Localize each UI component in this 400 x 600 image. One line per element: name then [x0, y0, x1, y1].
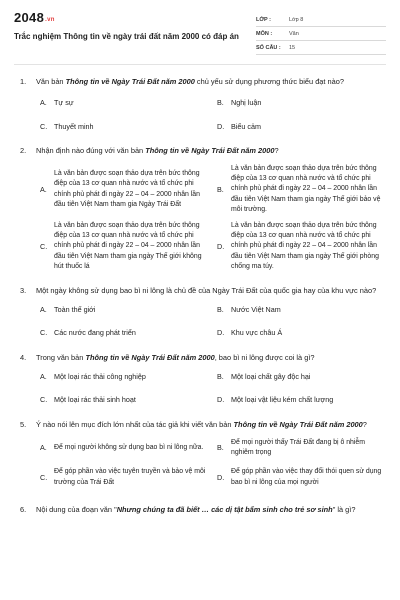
option-text: Một loại rác thải công nghiệp [54, 372, 146, 382]
option-text: Để góp phần vào việc tuyên truyền và bảo vệ môi trường của Trái Đất [54, 468, 206, 486]
option-letter: C. [40, 328, 48, 338]
question-body [32, 76, 386, 87]
option-text: Toàn thế giới [54, 305, 96, 315]
question-text [14, 145, 386, 156]
question-text [14, 285, 386, 296]
option-c[interactable] [40, 221, 209, 272]
option-letter: D. [217, 241, 225, 251]
option-c[interactable] [40, 328, 209, 338]
option-letter: D. [217, 328, 225, 338]
question-post: " là gì? [332, 504, 356, 514]
option-c[interactable] [40, 122, 209, 132]
question-text [14, 76, 386, 87]
option-letter: D. [217, 122, 225, 131]
option-b[interactable] [217, 305, 386, 315]
logo-text: 2048 [14, 10, 45, 25]
options [14, 98, 386, 132]
question-number: 1. [20, 77, 27, 86]
option-b[interactable] [217, 372, 386, 382]
option-letter: C. [40, 122, 48, 131]
question-pre: Nội dung của đoạn văn " [36, 504, 117, 514]
option-text: Là văn bản được soạn thảo dựa trên bức thông điệp của 13 cơ quan nhà nước và tổ chức phi chính phủ phát đi ngày 22 – 04 – 2000 nhân lần đầu tiên Việt Nam tham gia Ngày Trái Đất [54, 170, 200, 208]
meta-value: Lớp 8 [289, 16, 304, 23]
question-number: 5. [20, 420, 27, 430]
option-text: Là văn bản được soạn thảo dựa trên bức thông điệp của 13 cơ quan nhà nước và tổ chức phi chính phủ phát đi ngày 22 – 04 – 2000 nhân lần đầu tiên Việt Nam tham gia ngày Thế giới bảo vệ môi trường. [231, 165, 381, 213]
option-a[interactable] [40, 305, 209, 315]
question-1 [14, 76, 386, 132]
question-body [32, 352, 386, 363]
option-a[interactable] [40, 438, 209, 458]
meta-grade [256, 13, 386, 27]
meta-value: 15 [289, 44, 296, 51]
option-c[interactable] [40, 395, 209, 405]
option-text: Để góp phần vào việc thay đổi thói quen sử dụng bao bì ni lông của mọi người [231, 468, 382, 486]
option-text: Một loại chất gây độc hại [231, 372, 311, 382]
option-letter: B. [217, 98, 224, 107]
option-letter: A. [40, 372, 47, 382]
question-pre: Trong văn bản [36, 353, 86, 363]
question-text [14, 419, 386, 430]
logo-suffix: .vn [45, 17, 55, 23]
option-b[interactable] [217, 164, 386, 215]
option-b[interactable] [217, 438, 386, 458]
options [14, 372, 386, 405]
meta-value: Văn [289, 30, 299, 37]
question-emphasis: Thông tin về Ngày Trái Đất năm 2000 [145, 146, 275, 155]
option-letter: B. [217, 372, 224, 382]
option-d[interactable] [217, 467, 386, 487]
option-letter: D. [217, 395, 225, 405]
option-text: Một loại vật liệu kém chất lượng [231, 395, 334, 405]
question-5 [14, 419, 386, 488]
option-letter: C. [40, 472, 48, 482]
meta-question-count [256, 41, 386, 55]
question-emphasis: Thông tin về Ngày Trái Đất năm 2000 [65, 77, 195, 86]
options [14, 438, 386, 488]
question-number: 3. [20, 286, 27, 296]
option-text: Khu vực châu Á [231, 328, 283, 338]
question-number: 6. [20, 504, 27, 514]
option-letter: C. [40, 395, 48, 405]
question-emphasis: Thông tin về Ngày Trái Đất năm 2000 [85, 353, 215, 363]
question-post: , bao bì ni lông được coi là gì? [214, 353, 315, 363]
page-title: Trắc nghiệm Thông tin về ngày trái đất năm 2000 có đáp án [14, 32, 239, 41]
option-text: Một loại rác thải sinh hoạt [54, 395, 136, 405]
question-text [14, 504, 386, 515]
question-number: 2. [20, 146, 27, 155]
meta-key: MÔN : [256, 30, 273, 37]
question-4 [14, 352, 386, 405]
question-pre: Ý nào nói lên mục đích lớn nhất của tác giả khi viết văn bản [36, 420, 234, 430]
option-text: Thuyết minh [54, 122, 94, 131]
header [14, 10, 386, 55]
option-a[interactable] [40, 372, 209, 382]
option-text: Để mọi người không sử dụng bao bì ni lông nữa. [54, 444, 204, 452]
question-pre: Một ngày không sử dụng bao bì ni lông là chủ đề của Ngày Trái Đất của quốc gia hay của khu vực nào? [36, 286, 377, 296]
option-d[interactable] [217, 221, 386, 272]
question-body [32, 285, 386, 296]
option-text: Các nước đang phát triển [54, 328, 136, 338]
question-pre: Văn bản [36, 77, 66, 86]
option-letter: A. [40, 184, 47, 194]
option-letter: C. [40, 241, 48, 251]
question-body [32, 504, 386, 515]
meta-subject [256, 27, 386, 41]
question-2 [14, 145, 386, 272]
header-left [14, 10, 244, 42]
option-text: Tự sự [54, 98, 74, 107]
option-a[interactable] [40, 164, 209, 215]
option-letter: B. [217, 443, 224, 453]
option-text: Nghị luận [231, 98, 262, 107]
option-letter: A. [40, 98, 47, 107]
option-text: Là văn bản được soạn thảo dựa trên bức thông điệp của 13 cơ quan nhà nước và tổ chức phi chính phủ phát đi ngày 22 – 04 – 2000 nhân lần đầu tiên Việt Nam tham gia ngày Thế giới phòng chống ma túy. [231, 222, 379, 270]
question-text [14, 352, 386, 363]
option-text: Để mọi người thấy Trái Đất đang bị ô nhiễm nghiêm trọng [231, 439, 365, 457]
options [14, 305, 386, 338]
option-b[interactable] [217, 98, 386, 108]
question-6 [14, 504, 386, 515]
question-pre: Nhận định nào đúng với văn bản [36, 146, 146, 155]
meta-key: SỐ CÂU : [256, 44, 281, 51]
question-emphasis: Nhưng chúng ta đã biết … các dị tật bẩm sinh cho trẻ sơ sinh [116, 504, 333, 514]
option-a[interactable] [40, 98, 209, 108]
meta-key: LỚP : [256, 16, 271, 23]
question-post: ? [362, 420, 367, 430]
question-post: ? [274, 146, 279, 155]
header-divider [14, 64, 386, 65]
option-text: Là văn bản được soạn thảo dựa trên bức thông điệp của 13 cơ quan nhà nước và tổ chức phi chính phủ phát đi ngày 22 – 04 – 2000 nhân lần đầu tiên Việt Nam tham gia ngày Thế giới không hút thuốc lá [54, 222, 202, 270]
option-letter: A. [40, 443, 47, 453]
quiz-meta [256, 13, 386, 55]
site-logo[interactable] [14, 10, 244, 25]
question-emphasis: Thông tin về Ngày Trái Đất năm 2000 [233, 420, 363, 430]
option-letter: B. [217, 305, 224, 315]
option-text: Biểu cảm [231, 122, 261, 131]
question-body [32, 419, 386, 430]
option-text: Nước Việt Nam [231, 305, 281, 315]
question-number: 4. [20, 353, 27, 363]
option-letter: A. [40, 305, 47, 315]
option-d[interactable] [217, 395, 386, 405]
option-letter: B. [217, 184, 224, 194]
option-letter: D. [217, 472, 225, 482]
option-d[interactable] [217, 122, 386, 132]
option-c[interactable] [40, 467, 209, 487]
question-body [32, 145, 386, 156]
question-post: chủ yếu sử dụng phương thức biểu đạt nào? [194, 77, 344, 86]
option-d[interactable] [217, 328, 386, 338]
question-3 [14, 285, 386, 338]
options [14, 164, 386, 272]
